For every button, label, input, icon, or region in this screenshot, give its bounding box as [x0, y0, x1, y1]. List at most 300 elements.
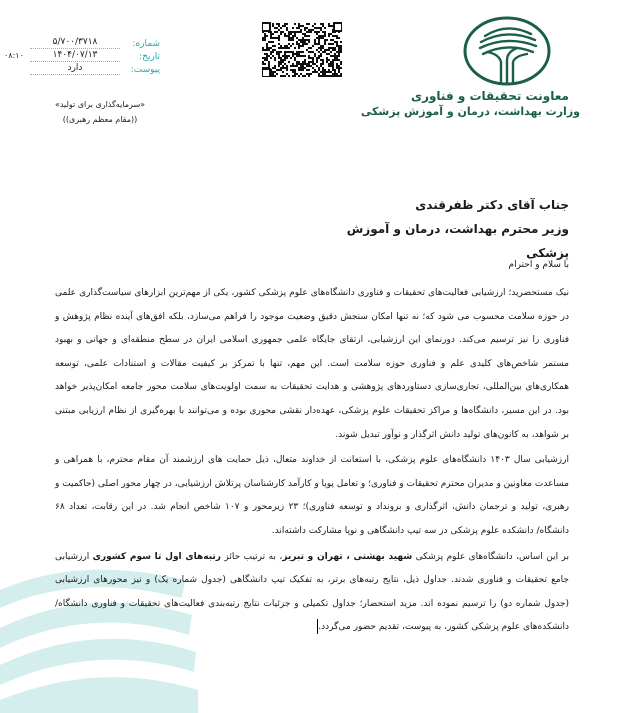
qr-module — [302, 63, 304, 65]
p3-bold-universities: شهید بهشتی ، تهران و تبریز — [282, 551, 413, 562]
qr-module — [302, 75, 304, 77]
qr-module — [308, 51, 310, 53]
qr-module — [262, 49, 264, 51]
qr-module — [332, 75, 334, 77]
qr-module — [262, 63, 264, 65]
meta-number-row — [30, 36, 160, 49]
qr-module — [314, 39, 316, 41]
qr-module — [264, 37, 266, 39]
qr-module — [278, 65, 280, 67]
qr-module — [266, 57, 268, 59]
qr-module — [270, 35, 272, 37]
qr-module — [338, 71, 340, 73]
qr-module — [328, 49, 330, 51]
paragraph-3 — [55, 546, 569, 640]
qr-module — [282, 55, 284, 57]
number-label: شماره: — [132, 39, 160, 49]
qr-module — [284, 53, 286, 55]
qr-module — [336, 37, 338, 39]
qr-module — [314, 71, 316, 73]
qr-module — [272, 73, 274, 75]
qr-module — [322, 61, 324, 63]
qr-module — [306, 49, 308, 51]
qr-module — [278, 39, 280, 41]
qr-module — [278, 35, 280, 37]
qr-module — [274, 45, 276, 47]
qr-module — [322, 75, 324, 77]
qr-module — [290, 31, 292, 33]
qr-module — [284, 57, 286, 59]
qr-module — [306, 69, 308, 71]
qr-module — [310, 51, 312, 53]
qr-module — [302, 39, 304, 41]
qr-module — [264, 33, 266, 35]
qr-module — [264, 63, 266, 65]
recipient — [300, 193, 569, 265]
qr-module — [340, 61, 342, 63]
qr-module — [314, 43, 316, 45]
qr-module — [320, 59, 322, 61]
qr-module — [322, 35, 324, 37]
qr-module — [278, 47, 280, 49]
qr-module — [298, 69, 300, 71]
qr-module — [324, 31, 326, 33]
qr-module — [296, 65, 298, 67]
qr-module — [278, 43, 280, 45]
qr-module — [270, 57, 272, 59]
qr-module — [282, 65, 284, 67]
qr-module — [318, 55, 320, 57]
qr-module — [278, 51, 280, 53]
qr-module — [334, 47, 336, 49]
qr-module — [294, 65, 296, 67]
p3-bold-ranks: رتبه‌های اول تا سوم کشوری — [92, 551, 221, 562]
attachment-value: دارد — [30, 63, 120, 75]
qr-module — [326, 59, 328, 61]
qr-finder-pattern — [334, 23, 342, 31]
qr-module — [326, 49, 328, 51]
qr-module — [336, 59, 338, 61]
qr-module — [306, 73, 308, 75]
qr-module — [336, 75, 338, 77]
qr-module — [276, 23, 278, 25]
qr-module — [268, 41, 270, 43]
qr-module — [334, 59, 336, 61]
qr-module — [296, 41, 298, 43]
qr-module — [338, 55, 340, 57]
paragraph-1: نیک مستحضرید؛ ارزشیابی فعالیت‌های تحقیقات و فناوری دانشگاه‌های علوم پزشکی کشور، یکی از مهم‌ترین ابزارهای سیاست‌گذاری علمی در حوزه سلامت محسوب می شود که؛ نه تنها امکان سنجش دقیق وضعیت موجود را فراهم می‌سازد، بلکه افق‌های آینده نظام پژوهش و فناوری را نیز ترسیم می‌کند. دورنمای این ارزشیابی، ارتقای جایگاه علمی جمهوری اسلامی ایران در سطح منطقه‌ای و جهانی و بهبود مستمر شاخص‌های کلیدی علم و فناوری حوزه سلامت است. این مهم، تنها با تمرکز بر کیفیت مقالات و استنادات علمی، توسعه همکاری‌های بین‌المللی، تجاری‌سازی دستاوردهای پژوهشی و هدایت تحقیقات به سمت اولویت‌های سلامت محور جامعه امکان‌پذیر خواهد بود. در این مسیر، دانشگاه‌ها و مراکز تحقیقات علوم پزشکی، عهده‌دار نقشی محوری بوده و می‌توانند با بهره‌گیری از نظام ارزیابی مبتنی بر شواهد، به کانون‌های تولید دانش اثرگذار و نوآور تبدیل شوند. — [55, 288, 569, 440]
qr-module — [320, 29, 322, 31]
qr-module — [304, 41, 306, 43]
qr-module — [280, 75, 282, 77]
qr-module — [328, 33, 330, 35]
qr-module — [334, 55, 336, 57]
qr-module — [266, 45, 268, 47]
qr-module — [264, 35, 266, 37]
qr-module — [284, 51, 286, 53]
qr-module — [294, 71, 296, 73]
qr-module — [278, 29, 280, 31]
qr-module — [324, 71, 326, 73]
qr-module — [324, 27, 326, 29]
qr-module — [280, 61, 282, 63]
qr-module — [326, 57, 328, 59]
qr-module — [308, 35, 310, 37]
qr-module — [330, 61, 332, 63]
qr-module — [332, 63, 334, 65]
qr-module — [274, 37, 276, 39]
qr-module — [306, 27, 308, 29]
qr-module — [308, 29, 310, 31]
qr-module — [264, 49, 266, 51]
number-value: ۵/۷۰۰/۳۷۱۸ — [30, 37, 120, 49]
qr-module — [340, 73, 342, 75]
qr-module — [272, 25, 274, 27]
qr-module — [320, 49, 322, 51]
qr-module — [264, 59, 266, 61]
qr-module — [336, 73, 338, 75]
time-value: ۰۸:۱۰ — [4, 51, 24, 60]
qr-module — [286, 47, 288, 49]
qr-module — [304, 61, 306, 63]
qr-module — [322, 63, 324, 65]
qr-module — [318, 51, 320, 53]
qr-module — [324, 75, 326, 77]
qr-module — [298, 27, 300, 29]
qr-module — [330, 33, 332, 35]
qr-module — [336, 65, 338, 67]
attachment-label: پیوست: — [130, 65, 160, 75]
qr-module — [304, 55, 306, 57]
qr-module — [298, 53, 300, 55]
qr-module — [336, 41, 338, 43]
qr-module — [302, 37, 304, 39]
qr-module — [340, 45, 342, 47]
qr-module — [292, 43, 294, 45]
qr-module — [274, 71, 276, 73]
qr-module — [274, 57, 276, 59]
qr-module — [298, 31, 300, 33]
qr-module — [268, 63, 270, 65]
qr-module — [304, 67, 306, 69]
qr-module — [298, 39, 300, 41]
qr-module — [284, 47, 286, 49]
qr-module — [338, 51, 340, 53]
qr-module — [332, 39, 334, 41]
qr-module — [316, 33, 318, 35]
qr-module — [312, 67, 314, 69]
qr-module — [292, 53, 294, 55]
qr-module — [296, 73, 298, 75]
qr-module — [288, 51, 290, 53]
qr-module — [276, 69, 278, 71]
qr-module — [332, 67, 334, 69]
qr-module — [308, 55, 310, 57]
qr-module — [300, 69, 302, 71]
qr-module — [310, 57, 312, 59]
qr-module — [310, 65, 312, 67]
qr-module — [322, 37, 324, 39]
qr-module — [282, 67, 284, 69]
qr-module — [292, 37, 294, 39]
qr-module — [318, 43, 320, 45]
qr-module — [300, 51, 302, 53]
qr-module — [286, 67, 288, 69]
qr-module — [320, 23, 322, 25]
qr-module — [294, 53, 296, 55]
qr-module — [292, 51, 294, 53]
qr-module — [262, 61, 264, 63]
qr-module — [328, 71, 330, 73]
qr-module — [284, 35, 286, 37]
qr-module — [284, 75, 286, 77]
qr-module — [318, 75, 320, 77]
qr-module — [340, 63, 342, 65]
qr-module — [320, 35, 322, 37]
qr-module — [292, 75, 294, 77]
qr-module — [300, 63, 302, 65]
qr-module — [322, 25, 324, 27]
qr-module — [314, 41, 316, 43]
qr-module — [336, 67, 338, 69]
qr-module — [320, 63, 322, 65]
qr-module — [264, 57, 266, 59]
qr-module — [328, 63, 330, 65]
qr-module — [270, 41, 272, 43]
qr-module — [278, 53, 280, 55]
qr-module — [296, 43, 298, 45]
qr-module — [308, 23, 310, 25]
qr-module — [268, 47, 270, 49]
qr-module — [314, 31, 316, 33]
qr-module — [270, 37, 272, 39]
qr-module — [286, 73, 288, 75]
qr-module — [326, 71, 328, 73]
qr-module — [278, 57, 280, 59]
qr-module — [284, 25, 286, 27]
qr-module — [274, 49, 276, 51]
qr-module — [300, 65, 302, 67]
qr-module — [340, 49, 342, 51]
qr-module — [330, 25, 332, 27]
qr-module — [272, 55, 274, 57]
qr-module — [338, 49, 340, 51]
qr-module — [302, 45, 304, 47]
qr-module — [276, 73, 278, 75]
qr-module — [332, 61, 334, 63]
qr-module — [262, 57, 264, 59]
qr-module — [310, 47, 312, 49]
qr-module — [280, 45, 282, 47]
qr-module — [338, 69, 340, 71]
qr-module — [336, 55, 338, 57]
qr-module — [326, 53, 328, 55]
qr-module — [336, 45, 338, 47]
qr-module — [292, 71, 294, 73]
qr-module — [328, 43, 330, 45]
qr-module — [286, 51, 288, 53]
qr-module — [264, 39, 266, 41]
qr-module — [288, 31, 290, 33]
qr-module — [296, 51, 298, 53]
org-line-2: وزارت بهداشت، درمان و آموزش پزشکی — [360, 105, 580, 118]
qr-module — [320, 71, 322, 73]
qr-module — [328, 47, 330, 49]
qr-module — [286, 69, 288, 71]
qr-module — [268, 61, 270, 63]
qr-module — [286, 23, 288, 25]
qr-module — [288, 75, 290, 77]
qr-module — [316, 27, 318, 29]
qr-finder-pattern — [262, 69, 270, 77]
qr-module — [304, 27, 306, 29]
qr-module — [300, 39, 302, 41]
qr-module — [328, 75, 330, 77]
qr-module — [320, 55, 322, 57]
qr-module — [272, 41, 274, 43]
qr-module — [292, 31, 294, 33]
qr-module — [322, 73, 324, 75]
qr-module — [302, 69, 304, 71]
qr-module — [306, 31, 308, 33]
qr-module — [338, 75, 340, 77]
qr-module — [330, 43, 332, 45]
qr-module — [332, 55, 334, 57]
qr-module — [304, 63, 306, 65]
qr-module — [306, 39, 308, 41]
qr-module — [280, 47, 282, 49]
qr-module — [302, 61, 304, 63]
qr-module — [328, 23, 330, 25]
qr-module — [338, 53, 340, 55]
qr-module — [286, 29, 288, 31]
qr-module — [274, 31, 276, 33]
qr-module — [340, 67, 342, 69]
qr-module — [316, 43, 318, 45]
qr-module — [308, 65, 310, 67]
qr-module — [272, 49, 274, 51]
qr-module — [286, 57, 288, 59]
qr-module — [322, 69, 324, 71]
qr-module — [272, 75, 274, 77]
organization-name — [360, 88, 580, 120]
qr-module — [284, 67, 286, 69]
qr-module — [330, 75, 332, 77]
qr-module — [322, 31, 324, 33]
qr-module — [328, 59, 330, 61]
qr-module — [288, 39, 290, 41]
qr-module — [340, 51, 342, 53]
p3-text-b: ، به ترتیب حائز — [220, 551, 283, 562]
qr-module — [286, 27, 288, 29]
qr-module — [314, 53, 316, 55]
qr-module — [318, 57, 320, 59]
qr-module — [266, 43, 268, 45]
qr-module — [336, 51, 338, 53]
qr-module — [268, 65, 270, 67]
qr-module — [292, 39, 294, 41]
qr-module — [302, 25, 304, 27]
qr-module — [316, 65, 318, 67]
greeting: با سلام و احترام — [508, 260, 569, 270]
qr-module — [318, 73, 320, 75]
qr-module — [292, 55, 294, 57]
qr-module — [328, 35, 330, 37]
qr-module — [318, 69, 320, 71]
qr-module — [300, 73, 302, 75]
qr-module — [270, 33, 272, 35]
qr-module — [276, 53, 278, 55]
qr-module — [324, 69, 326, 71]
qr-module — [282, 71, 284, 73]
qr-module — [300, 67, 302, 69]
qr-module — [336, 63, 338, 65]
qr-module — [298, 67, 300, 69]
qr-module — [312, 51, 314, 53]
qr-module — [334, 53, 336, 55]
qr-module — [272, 37, 274, 39]
qr-module — [296, 61, 298, 63]
date-label: تاریخ: — [139, 52, 160, 62]
qr-module — [338, 65, 340, 67]
qr-module — [324, 35, 326, 37]
qr-module — [298, 25, 300, 27]
qr-module — [278, 25, 280, 27]
qr-module — [266, 59, 268, 61]
qr-module — [300, 25, 302, 27]
qr-module — [326, 39, 328, 41]
p3-text-a: بر این اساس، دانشگاه‌های علوم پزشکی — [412, 551, 570, 562]
letter-body[interactable] — [55, 282, 569, 642]
qr-module — [330, 65, 332, 67]
qr-module — [296, 37, 298, 39]
qr-module — [334, 75, 336, 77]
qr-module — [330, 51, 332, 53]
qr-module — [316, 57, 318, 59]
qr-module — [308, 61, 310, 63]
qr-module — [334, 35, 336, 37]
qr-module — [304, 43, 306, 45]
qr-module — [280, 67, 282, 69]
qr-module — [310, 29, 312, 31]
qr-module — [332, 49, 334, 51]
qr-module — [336, 43, 338, 45]
qr-module — [318, 27, 320, 29]
qr-module — [262, 39, 264, 41]
qr-module — [304, 35, 306, 37]
qr-module — [294, 69, 296, 71]
qr-module — [306, 65, 308, 67]
qr-module — [294, 59, 296, 61]
qr-module — [266, 35, 268, 37]
qr-module — [298, 55, 300, 57]
qr-module — [340, 41, 342, 43]
qr-module — [312, 59, 314, 61]
qr-module — [314, 63, 316, 65]
qr-module — [312, 63, 314, 65]
qr-module — [318, 31, 320, 33]
qr-module — [274, 59, 276, 61]
qr-module — [274, 65, 276, 67]
qr-module — [312, 25, 314, 27]
qr-module — [320, 75, 322, 77]
qr-module — [286, 65, 288, 67]
qr-module — [292, 69, 294, 71]
qr-module — [314, 55, 316, 57]
qr-module — [320, 65, 322, 67]
qr-module — [298, 47, 300, 49]
qr-module — [296, 53, 298, 55]
